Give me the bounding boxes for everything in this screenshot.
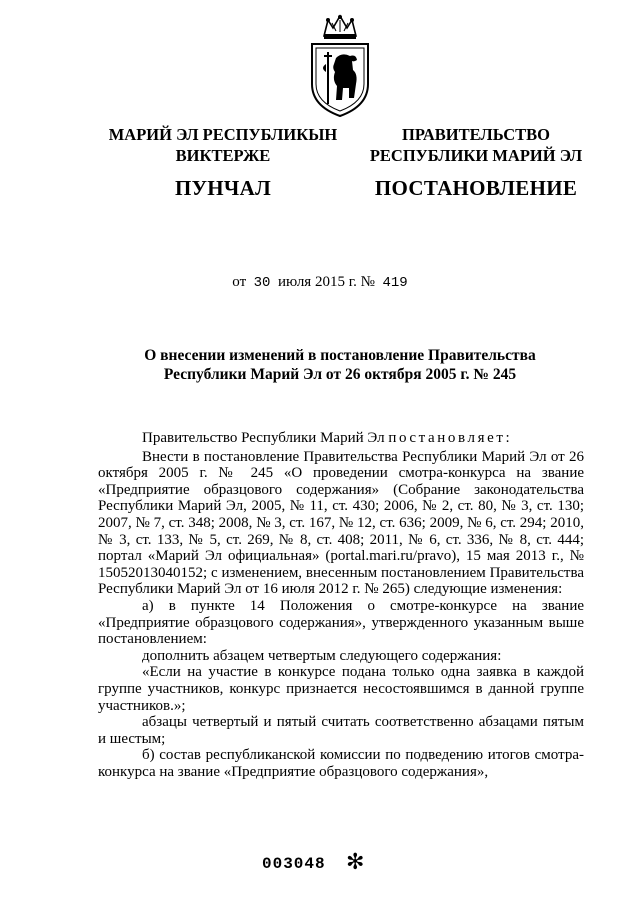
header-left-block bbox=[98, 124, 348, 201]
date-prefix: от bbox=[232, 274, 247, 290]
intro-prefix: Правительство Республики Марий Эл bbox=[142, 430, 385, 446]
intro-suffix: : bbox=[505, 430, 510, 446]
decree-number: 419 bbox=[382, 275, 408, 291]
paragraph-1: Внести в постановление Правительства Республики Марий Эл от 26 октября 2005 г. № 245 «О проведении смотра-конкурса на звание «Предприятие образцового содержания» (Собрание законодательства Республики Марий Эл, 2005, № 11, ст. 430; 2006, № 2, ст. 80, № 3, ст. 130; 2007, № 7, ст. 348; 2008, № 3, ст. 167, № 12, ст. 636; 2009, № 6, ст. 294; 2010, № 3, ст. 133, № 5, ст. 269, № 8, ст. 408; 2011, № 6, ст. 336, № 8, ст. 444; портал «Марий Эл официальная» (portal.mari.ru/pravo), 15 мая 2013 г., № 15052013040152; с изменением, внесенным постановлением Правительства Республики Марий Эл от 16 июля 2012 г. № 265) следующие изменения: bbox=[98, 448, 584, 598]
header-right-line2: РЕСПУБЛИКИ МАРИЙ ЭЛ bbox=[369, 146, 583, 165]
header-left-title: ПУНЧАЛ bbox=[174, 176, 272, 200]
header-left-line2: ВИКТЕРЖЕ bbox=[175, 146, 271, 165]
date-day: 30 bbox=[253, 275, 271, 291]
header-right-block bbox=[356, 124, 596, 201]
header-right-line1: ПРАВИТЕЛЬСТВО bbox=[402, 125, 550, 144]
title-line1: О внесении изменений в постановление Правительства bbox=[144, 347, 536, 364]
asterisk-mark-icon: ✻ bbox=[346, 850, 365, 875]
paragraph-3: дополнить абзацем четвертым следующего содержания: bbox=[142, 647, 502, 664]
decree-title bbox=[100, 346, 580, 384]
decree-date-line bbox=[0, 274, 640, 291]
paragraph-2: а) в пункте 14 Положения о смотре-конкурсе на звание «Предприятие образцового содержания», утвержденного указанным выше постановлением: bbox=[98, 597, 584, 648]
date-month-year: июля 2015 г. bbox=[277, 274, 357, 290]
title-line2: Республики Марий Эл от 26 октября 2005 г. № 245 bbox=[163, 366, 517, 383]
document-serial-number: 003048 bbox=[262, 855, 326, 873]
header-left-line1: МАРИЙ ЭЛ РЕСПУБЛИКЫН bbox=[108, 125, 338, 144]
intro-paragraph bbox=[98, 430, 584, 447]
paragraph-5: абзацы четвертый и пятый считать соответственно абзацами пятым и шестым; bbox=[98, 714, 584, 747]
intro-spaced-word: постановляет bbox=[388, 430, 506, 446]
header-right-title: ПОСТАНОВЛЕНИЕ bbox=[374, 176, 578, 200]
paragraph-4: «Если на участие в конкурсе подана только одна заявка в каждой группе участников, конкурс признается несостоявшимся в данной группе участников.»; bbox=[98, 664, 584, 714]
decree-body bbox=[98, 430, 584, 780]
paragraph-6: б) состав республиканской комиссии по подведению итогов смотра-конкурса на звание «Предприятие образцового содержания», bbox=[98, 747, 584, 780]
decree-number-label: № bbox=[360, 274, 375, 290]
coat-of-arms-bear-icon bbox=[302, 14, 378, 118]
